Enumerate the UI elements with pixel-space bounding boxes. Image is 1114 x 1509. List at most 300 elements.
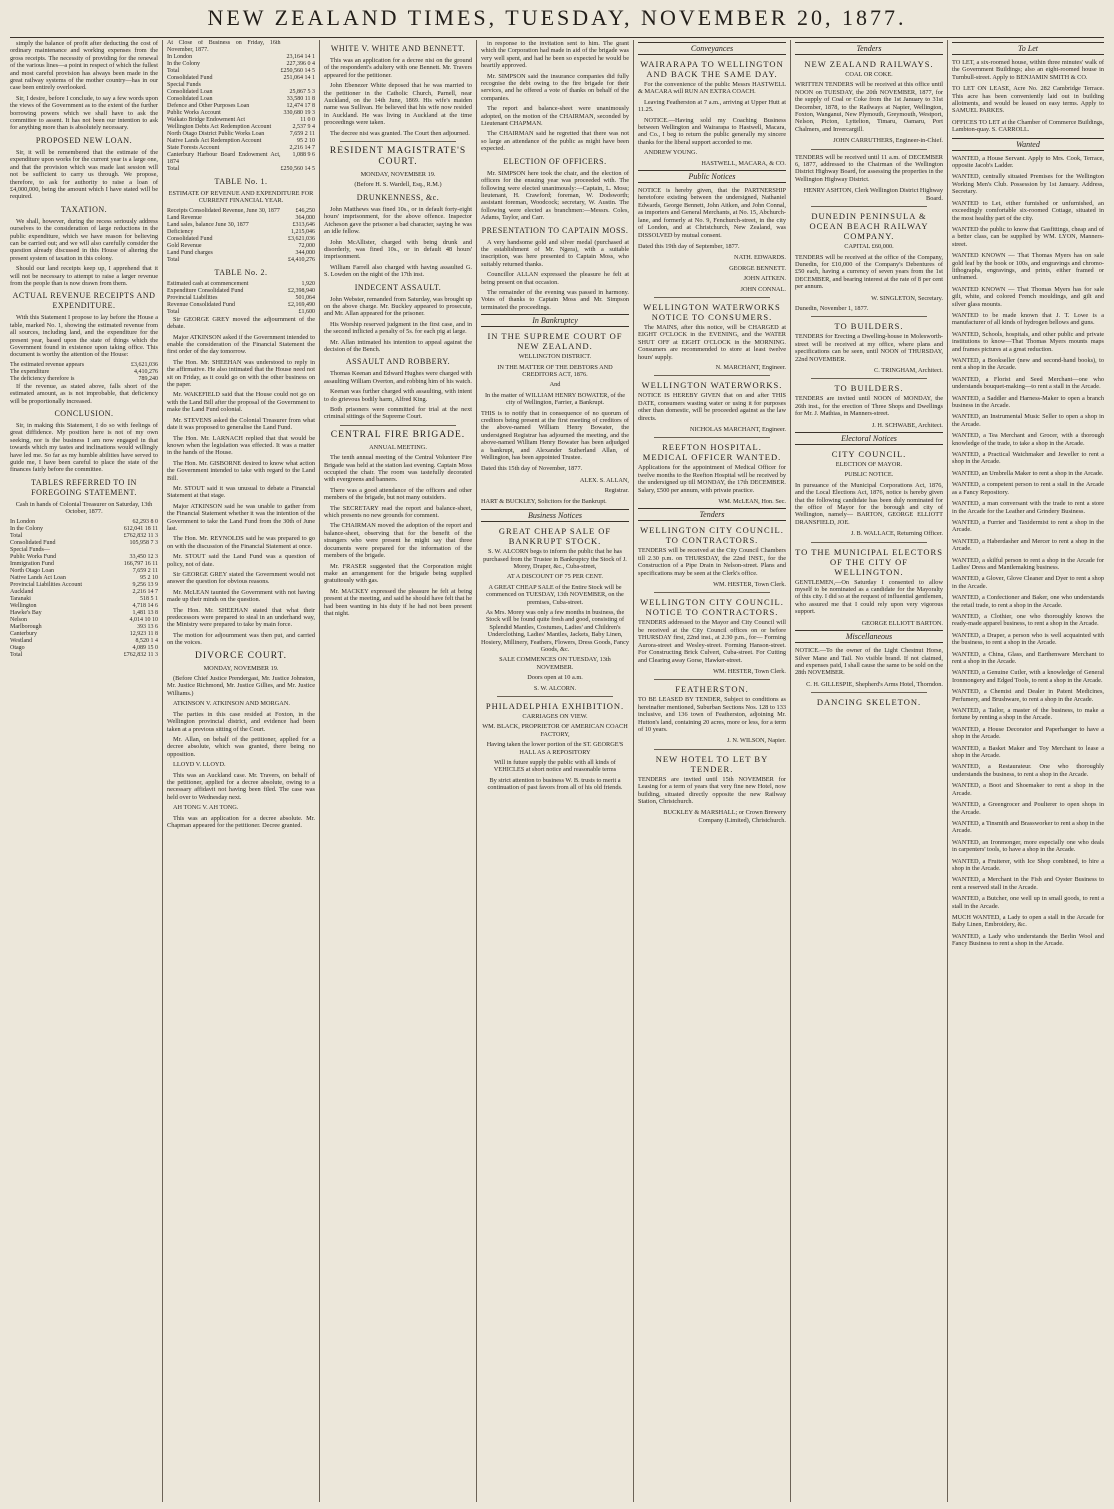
table-row: [10, 603, 158, 610]
row-label: Public Works Fund: [10, 553, 57, 560]
signature: NICHOLAS MARCHANT, Engineer.: [689, 426, 786, 433]
classified-ad: WANTED, a Basket Maker and Toy Merchant to lease a shop in the Arcade.: [952, 744, 1104, 760]
table-row: [167, 103, 315, 110]
notice-heading: TO BUILDERS.: [834, 383, 904, 394]
row-label: The estimated revenue appears: [10, 361, 85, 368]
row-value: 62,293 8 0: [132, 518, 158, 525]
row-value: 9,256 13 9: [132, 581, 158, 588]
row-label: In the Colony: [10, 525, 43, 532]
separator: [654, 749, 770, 750]
row-label: Defence and Other Purposes Loan: [167, 103, 250, 109]
row-label: Consolidated Loan: [167, 96, 213, 102]
paragraph: Mr. STEVENS asked the Colonial Treasurer from what date it was proposed to generalise the Land Fund.: [167, 416, 315, 432]
wanted-ads: [952, 155, 1104, 948]
row-value: 393 13 6: [137, 623, 158, 630]
notice-body: Applications for the appointment of Medical Officer for twelve months to the Reefton Hospital will be received by the undersigned up till MONDAY, the 17th DECEMBER. Salary, £500 per annum, with private practice.: [638, 464, 786, 494]
paragraph: John Ebenezer White deposed that he was married to the petitioner in the Catholic Church, Parnell, near Auckland, on the 14th June, 1869. His wife's maiden name was Sullivan. He believed that his wife now resided in Auckland. He was living in Auckland at the time proceedings were taken.: [324, 82, 472, 127]
signature: WM. HESTER, Town Clerk.: [713, 667, 786, 675]
proposed-loan-text: [10, 149, 158, 201]
classified-ad: WANTED KNOWN — That Thomas Myers has for sale gilt, white, and colored French mouldings, and gilt and silver glass mounts.: [952, 285, 1104, 308]
table-row: [167, 295, 315, 302]
table-row: [10, 526, 158, 533]
classified-ad: WANTED to be made known that J. T. Lowe is a manufacturer of all kinds of hydrogen bellows and guns.: [952, 311, 1104, 327]
table-row: [167, 222, 315, 229]
ad-line: A GREAT CHEAP SALE of the Entire Stock will be commenced on TUESDAY, 13th NOVEMBER, on the premises, Cuba-street.: [486, 583, 624, 606]
row-label: Marlborough: [10, 623, 42, 630]
row-value: 4,410,276: [134, 368, 158, 375]
table-row: [10, 554, 158, 561]
column-divider: [633, 40, 634, 1502]
table-row: [10, 610, 158, 617]
table-row: [10, 540, 158, 547]
row-value: £3,621,036: [131, 361, 158, 368]
section-heading: ACTUAL REVENUE RECEIPTS AND EXPENDITURE.: [12, 291, 156, 311]
table-row: [10, 652, 158, 659]
table-row: [167, 243, 315, 250]
row-value: 344,000: [295, 249, 315, 256]
signature: ALEX. S. ALLAN,: [579, 476, 629, 484]
row-label: Land Fund charges: [167, 249, 213, 256]
table-row: [167, 131, 315, 138]
columns: [10, 40, 1104, 1502]
row-label: Wellington Debts Act Redemption Account: [167, 124, 272, 130]
court-text: [324, 206, 472, 279]
paragraph: ANDREW YOUNG.: [644, 149, 698, 157]
signature: WM. HESTER, Town Clerk.: [713, 581, 786, 589]
row-value: 364,000: [295, 214, 315, 221]
row-label: North Otago Loan: [10, 567, 54, 574]
paragraph: His Worship reserved judgment in the first case, and in the second inflicted a penalty of 5s. for each pig at large.: [324, 320, 472, 336]
row-label: Taranaki: [10, 595, 31, 602]
paragraph: The CHAIRMAN moved the adoption of the report and balance-sheet, observing that for the benefit of the strangers who were present he might say that three documents were prepared for the information of the members of the brigade.: [324, 522, 472, 560]
signature: C. TRINGHAM, Architect.: [874, 366, 943, 374]
row-label: In London: [10, 518, 36, 525]
row-value: 95 2 10: [140, 574, 158, 581]
paragraph: This was an application for a decree nisi on the ground of the respondent's adultery with one Bennett. Mr. Travers appeared for the petitioner.: [324, 57, 472, 79]
separator: [654, 375, 770, 376]
signature: W. SINGLETON, Secretary.: [871, 294, 943, 302]
ad-heading: DANCING SKELETON.: [816, 697, 922, 708]
receipts-text: [10, 314, 158, 358]
subheading: ANNUAL MEETING.: [369, 443, 427, 451]
row-value: 12,474 17 8: [286, 103, 315, 109]
table-row: [10, 376, 158, 383]
paragraph: The tenth annual meeting of the Central Volunteer Fire Brigade was held at the station last evening. Captain Moss occupied the chair. The room was tastefully decorated with evergreens and banners.: [324, 454, 472, 484]
section-banner: Tenders: [795, 42, 943, 55]
notice-heading: REEFTON HOSPITAL. MEDICAL OFFICER WANTED.: [642, 442, 782, 463]
paragraph: William Farrell also charged with having assaulted G. S. Lowden on the night of the 17th inst.: [324, 263, 472, 279]
paragraph: The SECRETARY read the report and balance-sheet, which presents no new grounds for comment.: [324, 504, 472, 520]
column-6: [795, 40, 943, 1502]
row-value: 227,396 0 4: [286, 61, 315, 67]
classified-ad: WANTED, an Umbrella Maker to rent a shop in the Arcade.: [952, 469, 1104, 477]
classified-ad: WANTED, a Draper, a person who is well acquainted with the business, to rent a shop in the Arcade.: [952, 631, 1104, 647]
divorce-court-text: [167, 675, 315, 829]
paragraph: Mr. SIMPSON said the insurance companies did fully recognise the debt owing to the fire brigade for their services, and he offered a vote of thanks on behalf of the companies.: [481, 72, 629, 102]
row-value: 518 5 1: [140, 595, 158, 602]
row-value: 1,215,046: [291, 228, 315, 235]
signature: GEORGE BENNETT.: [729, 264, 786, 272]
classified-ad: WANTED, a Boot and Shoemaker to rent a shop in the Arcade.: [952, 782, 1104, 797]
column-divider: [476, 40, 477, 1502]
row-value: £250,560 14 5: [280, 166, 315, 172]
row-label: At Close of Business on Friday, 16th November, 1877.: [167, 40, 281, 53]
section-banner: To Let: [952, 42, 1104, 55]
classified-ad: WANTED, an Ironmonger, more especially one who deals in carpenters' tools, to have a shop in the Arcade.: [952, 838, 1104, 854]
row-label: Total: [10, 532, 23, 539]
notice-body: NOTICE is hereby given, that the PARTNERSHIP heretofore existing between the undersigned, Nathaniel Edwards, George Bennett, John Aitken, and John Connal, as importers and General Merchants, at No. 15, Abchurch-lane, and formerly at No. 9, Fenchurch-street, in the city of London, and at Christchurch, New Zealand, was DISSOLVED by mutual consent.: [638, 187, 786, 239]
table-row: [167, 75, 315, 82]
table-row: [167, 281, 315, 288]
row-value: 8,520 1 4: [135, 637, 158, 644]
classified-ad: WANTED, a Glover, Glove Cleaner and Dyer to rent a shop in the Arcade.: [952, 575, 1104, 590]
court-bench: (Before H. S. Wardell, Esq., R.M.): [354, 181, 442, 189]
classified-ad: WANTED, a Lady who understands the Berlin Wool and Fancy Business to rent a shop in the Arcade.: [952, 932, 1104, 948]
paragraph: The Hon. Mr. SHEEHAN was understood to reply in the affirmative. He also intimated that the House need not sit on Friday, as it could go on with the other business on the paper.: [167, 358, 315, 389]
notice-line: WELLINGTON DISTRICT.: [518, 353, 592, 361]
row-value: 2,216 14 7: [132, 588, 158, 595]
notice-date: Dated this 15th day of November, 1877.: [481, 465, 583, 473]
row-value: 2,537 9 4: [292, 124, 315, 130]
subheading: ELECTION OF OFFICERS.: [503, 156, 607, 166]
table-row: [167, 302, 315, 309]
classified-ad: WANTED, a Fruiterer, with Ice Shop combined, to hire a shop in the Arcade.: [952, 857, 1104, 872]
signature: J. B. WALLACE, Returning Officer.: [850, 530, 943, 538]
column-5: [638, 40, 786, 1502]
table-row: [10, 533, 158, 540]
table-row: [10, 369, 158, 376]
table-row: [167, 124, 315, 131]
table-row: [167, 110, 315, 117]
paragraph: The Hon. Mr. GISBORNE desired to know what action the Government intended to take with regard to the Land Bill.: [167, 459, 315, 482]
table-row: [167, 117, 315, 124]
row-value: 7,659 2 11: [132, 567, 158, 574]
row-label: Special Funds—: [10, 546, 50, 553]
notice-subheading: COAL OR COKE.: [845, 71, 893, 78]
table-row: [167, 68, 315, 75]
cash-table: [167, 40, 315, 173]
row-value: 4,718 14 6: [132, 602, 158, 609]
classified-ad: WANTED, a Tea Merchant and Grocer, with a thorough knowledge of the trade, to take a shop in the Arcade.: [952, 432, 1104, 447]
table-row: [10, 547, 158, 554]
classified-ad: TO LET, a six-roomed house, within three minutes' walk of the Government Buildings; also an eight-roomed house in Turnbull-street. Apply to BENJAMIN SMITH & CO.: [952, 59, 1104, 81]
solicitors: HART & BUCKLEY, Solicitors for the Bankrupt.: [481, 497, 607, 505]
row-value: £762,832 11 3: [123, 651, 158, 658]
paragraph: LLOYD V. LLOYD.: [173, 761, 226, 769]
signature: NATH. EDWARDS.: [734, 254, 786, 262]
table-row: [167, 288, 315, 295]
row-label: Waikato Bridge Endowment Act: [167, 117, 245, 123]
table-row: [167, 257, 315, 264]
paragraph: Sir, it will be remembered that the estimate of the expenditure upon works for the current year is a large one, and that the provision which was made last session will not be sufficient to carry us through. We propose, therefore, to ask for authority to raise a loan of £4,000,000, being the amount which I have stated will be required.: [10, 148, 158, 201]
case-heading: WHITE V. WHITE AND BENNETT.: [330, 44, 466, 53]
row-value: 4,089 15 0: [132, 644, 158, 651]
table-row: [10, 624, 158, 631]
ad-body: [481, 548, 629, 692]
separator: [811, 692, 927, 693]
signature: C. H. GILLESPIE, Shepherd's Arms Hotel, Thorndon.: [806, 680, 943, 688]
separator: [811, 542, 927, 543]
row-label: The deficiency therefore is: [10, 375, 75, 382]
row-value: [281, 82, 316, 89]
classified-ad: WANTED, a House Servant. Apply to Mrs. Cook, Terrace, opposite Jacob's Ladder.: [952, 154, 1104, 170]
estimate-table-2: [167, 281, 315, 316]
table-row: [10, 568, 158, 575]
column-divider: [790, 40, 791, 1502]
section-heading: DIVORCE COURT.: [195, 650, 287, 661]
notice-heading: WELLINGTON WATERWORKS.: [641, 380, 783, 391]
row-label: The expenditure: [10, 368, 50, 375]
ad-line: Having taken the lower portion of the ST. GEORGE'S HALL AS A REPOSITORY: [486, 741, 624, 756]
row-value: 105,958 7 3: [129, 539, 158, 546]
debate-text: [167, 316, 315, 647]
column-divider: [947, 40, 948, 1502]
paragraph: There was a good attendance of the officers and other members of the brigade, but not many outsiders.: [324, 486, 472, 502]
classified-ad: TO LET ON LEASE, Acre No. 282 Cambridge Terrace. This acre has been conveniently laid out in building allotments, and would be leased on easy terms. Apply to SAMUEL PARKES.: [952, 85, 1104, 115]
paragraph: Mr. STOUT said the Land Fund was a question of policy, not of date.: [167, 553, 315, 568]
subheading: ASSAULT AND ROBBERY.: [345, 357, 451, 367]
signature-role: Registrar.: [604, 487, 629, 495]
subheading: INDECENT ASSAULT.: [354, 282, 442, 292]
row-value: 12,923 11 8: [129, 630, 158, 637]
paragraph: (Before Chief Justice Prendergast, Mr. Justice Johnston, Mr. Justice Richmond, Mr. Justice Gillies, and Mr. Justice Williams.): [167, 675, 315, 697]
row-label: In London: [167, 54, 193, 60]
notice-heading: WELLINGTON CITY COUNCIL. NOTICE TO CONTRACTORS.: [640, 597, 784, 618]
row-label: Estimated cash at commencement: [167, 280, 249, 287]
row-label: Consolidated Fund: [167, 235, 213, 242]
table-row: [10, 575, 158, 582]
table-row: [10, 645, 158, 652]
row-value: £46,250: [295, 207, 315, 214]
classified-ad: WANTED, a Restaurateur. One who thoroughly understands the business, to rent a shop in the Arcade.: [952, 763, 1104, 778]
table-row: [10, 631, 158, 638]
notice-body: In pursuance of the Municipal Corporations Act, 1876, and the Local Elections Act, 1876, notice is hereby given that the following candidate has been duly nominated for the office of Mayor for the borough and city of Wellington, namely— BARTON, GEORGE ELLIOTT DRANSFIELD, JOE.: [795, 481, 943, 526]
signature: JOHN CARRUTHERS, Engineer-in-Chief.: [833, 137, 943, 145]
ad-heading: PHILADELPHIA EXHIBITION.: [485, 701, 625, 711]
paragraph: If the revenue, as stated above, falls short of the estimated amount, as is not improbable, that deficiency will be proportionally increased.: [10, 382, 158, 405]
table-heading: TABLE No. 2.: [214, 267, 268, 277]
notice-body: TENDERS are invited until 15th NOVEMBER for Leasing for a term of years that very fine new Hotel, now building, situated directly opposite the new Railway Station, Christchurch.: [638, 775, 786, 805]
ad-line: AT A DISCOUNT OF 75 PER CENT.: [506, 573, 604, 581]
notice-heading: WELLINGTON WATERWORKS NOTICE TO CONSUMERS.: [643, 301, 781, 322]
table-heading: TABLE No. 1.: [214, 177, 268, 186]
row-value: £250,560 14 5: [280, 68, 315, 74]
classified-ad: WANTED, a Merchant in the Fish and Oyster Business to rent a reserved stall in the Arcade.: [952, 876, 1104, 891]
row-label: Deficiency: [167, 228, 194, 235]
row-label: Expenditure Consolidated Fund: [167, 287, 244, 294]
paragraph: Major ATKINSON said he was unable to gather from the Financial Statement whether it was the intention of the Government to take the Land Fund from the 30th of June last.: [167, 502, 315, 532]
row-value: 33,580 11 8: [286, 96, 315, 102]
row-label: Native Lands Act Redemption Account: [167, 138, 262, 144]
separator: [654, 297, 770, 298]
notice-heading: WELLINGTON CITY COUNCIL. TO CONTRACTORS.: [640, 525, 784, 546]
paragraph: Both prisoners were committed for trial at the next criminal sittings of the Supreme Court.: [324, 406, 472, 421]
section-banner: Business Notices: [481, 509, 629, 522]
row-value: 789,240: [138, 375, 158, 382]
classified-ad: WANTED, a Confectioner and Baker, one who understands the retail trade, to rent a shop in the Arcade.: [952, 594, 1104, 609]
row-label: Westland: [10, 637, 33, 644]
notice-heading: DUNEDIN PENINSULA & OCEAN BEACH RAILWAY COMPANY.: [809, 211, 929, 242]
paragraph: With this Statement I propose to lay before the House a table, marked No. 1, showing the estimated revenue from all sources, including land, and the expenditure for the present year, based upon the state of things which the Government found in existence upon taking office. This document is worthy the attention of the House:: [10, 314, 158, 359]
table-row: [167, 40, 315, 54]
ad-heading: GREAT CHEAP SALE OF BANKRUPT STOCK.: [498, 526, 612, 547]
notice-subheading: CAPITAL £60,000.: [844, 243, 894, 251]
row-value: £2,398,940: [288, 287, 315, 294]
ad-line: By strict attention to business W. B. trusts to merit a continuation of past favors from all of his old friends.: [487, 776, 623, 792]
taxation-text: [10, 218, 158, 288]
paragraph: A very handsome gold and silver medal (purchased at the establishment of Mr. Ngera), with a suitable inscription, was here presented to Captain Moss, who suitably returned thanks.: [481, 238, 629, 268]
fire-brigade-text: [324, 454, 472, 617]
paragraph: For the convenience of the public Messrs HASTWELL & MACARA will RUN AN EXTRA COACH.: [638, 81, 786, 96]
table-row: [10, 519, 158, 526]
table-row: [167, 138, 315, 145]
separator: [340, 141, 456, 142]
paragraph: Sir, I desire, before I conclude, to say a few words upon the views of the Government as to the extent of the further borrowing powers which we shall have to ask the committee to assent. It has not been our intention to ask for anything more than is absolutely necessary.: [10, 94, 158, 132]
row-value: £4,410,276: [288, 256, 315, 263]
row-value: [110, 547, 158, 554]
table-row: [10, 596, 158, 603]
row-value: 501,064: [295, 294, 315, 301]
conclusion-text: [10, 422, 158, 474]
notice-body: TENDERS will be received until 11 a.m. of DECEMBER 6, 1877, addressed to the Chairman of the Wellington District Highway Board, for assessing the properties in the Wellington Highway District.: [795, 153, 943, 183]
classified-ad: WANTED, a Furrier and Taxidermist to rent a shop in the Arcade.: [952, 518, 1104, 534]
paragraph: Sir GEORGE GREY moved the adjournment of the debate.: [167, 315, 315, 331]
classified-ad: MUCH WANTED, a Lady to open a stall in the Arcade for Baby Linen, Embroidery, &c.: [952, 913, 1104, 929]
signature: GEORGE ELLIOTT BARTON.: [861, 619, 943, 627]
table-row: [167, 309, 315, 316]
subheading: PRESENTATION TO CAPTAIN MOSS.: [481, 225, 629, 235]
row-label: Auckland: [10, 588, 34, 595]
row-value: 95 2 10: [297, 138, 315, 144]
classified-ad: OFFICES TO LET at the Chamber of Commerce Buildings, Lambton-quay. S. CARROLL.: [952, 118, 1104, 134]
classified-ad: WANTED, a Genuine Cutler, with a knowledge of General Ironmongery and Edged Tools, to rent a shop in the Arcade.: [952, 669, 1104, 684]
row-label: Consolidated Fund: [167, 75, 213, 81]
row-value: £1,600: [298, 308, 315, 315]
ad-line: As Mrs. Morey was only a few months in business, the Stock will be found quite fresh and good, consisting of Splendid Mantles, Costumes, Ladies' and Children's Underclothing, Ladies' Mantles, Jackets, Baby Linen, Hosiery, Millinery, Feathers, Flowers, Dress Goods, Fancy Goods, &c.: [481, 608, 629, 653]
notice-body: TO BE LEASED BY TENDER, Subject to conditions as hereinafter mentioned, Suburban Sections Nos. 128 to 133 inclusive, and 136 town of Featherston, adjoining Mr. Hutton's land, containing 20 acres, more or less, for a term of 10 years.: [638, 696, 786, 733]
classified-ad: WANTED, a Butcher, one well up in small goods, to rent a stall in the Arcade.: [952, 895, 1104, 910]
row-label: Receipts Consolidated Revenue, June 30, 1877: [167, 207, 280, 214]
table-row: [167, 152, 315, 166]
row-value: 33,450 12 3: [129, 553, 158, 560]
financial-statement-intro: [10, 40, 158, 132]
row-value: [281, 40, 316, 54]
row-value: 7,659 2 11: [289, 131, 315, 137]
row-label: Canterbury Harbour Board Endowment Act, 1874: [167, 152, 281, 165]
section-banner: Tenders: [638, 508, 786, 521]
classified-ad: WANTED the public to know that Gasfittings, cheap and of a better class, can be supplied by WM. LYON, Manners-street.: [952, 225, 1104, 248]
table-row: [167, 236, 315, 243]
separator: [811, 378, 927, 379]
separator: [654, 437, 770, 438]
table-row: [10, 617, 158, 624]
classified-ad: WANTED, a Greengrocer and Poulterer to open shops in the Arcade.: [952, 801, 1104, 816]
masthead: NEW ZEALAND TIMES, TUESDAY, NOVEMBER 20, 1877.: [207, 5, 907, 30]
row-value: 23,164 14 1: [286, 54, 315, 60]
row-label: Provincial Liabilities Account: [10, 581, 82, 588]
article-text: [481, 170, 629, 222]
classified-ad: WANTED to Let, either furnished or unfurnished, an exceedingly comfortable six-roomed Cottage, situated in the most healthy part of the city.: [952, 199, 1104, 222]
section-banner: Electoral Notices: [795, 432, 943, 445]
paragraph: The decree nisi was granted. The Court then adjourned.: [330, 129, 470, 137]
section-banner: Wanted: [952, 138, 1104, 151]
notice-heading: NEW HOTEL TO LET BY TENDER.: [655, 753, 769, 774]
signature: N. MARCHANT, Engineer.: [715, 363, 786, 371]
ad-body: [638, 81, 786, 157]
notice-body: [638, 324, 786, 361]
row-label: Total: [10, 651, 23, 658]
court-date: MONDAY, NOVEMBER 19.: [203, 664, 279, 672]
row-label: Hawke's Bay: [10, 609, 42, 616]
paragraph: The report and balance-sheet were unanimously adopted, on the motion of the CHAIRMAN, seconded by Lieutenant CHAPMAN.: [481, 105, 629, 128]
notice-body: GENTLEMEN,—On Saturday I consented to allow myself to be nominated as a candidate for the Mayoralty of this city. I did so at the request of influential gentlemen, who assured me that I could rely upon very vigorous support.: [795, 578, 943, 616]
classified-ad: WANTED, a Chemist and Dealer in Patent Medicines, Perfumery, and Brushware, to rent a shop in the Arcade.: [952, 688, 1104, 703]
notice-body: NOTICE.—To the owner of the Light Chestnut Horse, Silver Mane and Tail. No visible brand. If not claimed, and expenses paid, I shall cause the same to be sold on the 28th NOVEMBER.: [795, 647, 943, 677]
table-row: [167, 215, 315, 222]
paragraph: NOTICE.—Having sold my Coaching Business between Wellington and Wairarapa to Hastwell, Macara, and Co., I beg to return the public generally my sincere thanks for the liberal support accorded to me.: [638, 116, 786, 146]
paragraph: The MAINS, after this notice, will be CHARGED at EIGHT O'CLOCK in the EVENING, and the WATER SHUT OFF at EIGHT O'CLOCK in the MORNING. Consumers are recommended to store at least twelve hours' supply.: [638, 323, 786, 361]
table-row: [167, 96, 315, 103]
column-divider: [319, 40, 320, 1502]
column-1: [10, 40, 158, 1502]
row-value: £313,646: [292, 221, 315, 228]
table-row: [10, 638, 158, 645]
column-3: [324, 40, 472, 1502]
paragraph: Sir GEORGE GREY stated the Government would not answer the question for obvious reasons.: [167, 571, 315, 586]
row-value: 166,797 16 11: [123, 560, 158, 567]
row-value: 4,014 10 10: [129, 616, 158, 623]
notice-body: NOTICE IS HEREBY GIVEN that on and after THIS DATE, consumers wasting water or using it for purposes other than domestic, will be proceeded against as the law directs.: [638, 392, 786, 422]
paragraph: Leaving Featherston at 7 a.m., arriving at Upper Hutt at 11.25.: [638, 98, 786, 114]
classified-ad: WANTED, a Bookseller (new and second-hand books), to rent a shop in the Arcade.: [952, 357, 1104, 372]
paragraph: The Hon. Mr. SHEEHAN stated that what their predecessors were prepared to steal in an underhand way, the Ministry were prepared to take by main force.: [167, 606, 315, 629]
revenue-text: [10, 383, 158, 405]
column-4: [481, 40, 629, 1502]
classified-ad: WANTED KNOWN — That Thomas Myers has on sale gold leaf by the book or 100s, and engravings and chromo-lithographs, engravings, and prints, either framed or unframed.: [952, 252, 1104, 282]
classified-ad: WANTED, a Haberdasher and Mercer to rent a shop in the Arcade.: [952, 537, 1104, 553]
paragraph: Mr. MACKEY expressed the pleasure he felt at being present at the meeting, and said he should have felt that he had been wanting in his duty if he had not been present that night.: [324, 587, 472, 617]
notice-body: TENDERS are invited until NOON of MONDAY, the 26th inst., for the erection of Three Shops and Dwellings for Mr. J. Mathias, in Manners-street.: [795, 395, 943, 418]
row-label: Otago: [10, 644, 25, 651]
paragraph: John Matthews was fined 10s., or in default forty-eight hours' imprisonment, for the above offence. Inspector Atcheson gave the prisoner a bad character, saying he was an idle fellow.: [324, 205, 472, 236]
table-row: [167, 250, 315, 257]
notice-line: In the matter of WILLIAM HENRY BOWATER, of the city of Wellington, Farrier, a Bankrupt.: [484, 391, 626, 407]
classified-ad: WANTED, an Instrumental Music Seller to open a shop in the Arcade.: [952, 413, 1104, 428]
court-text: [324, 370, 472, 420]
masthead-rule: [10, 37, 1104, 38]
to-let-ads: [952, 59, 1104, 134]
article-text: [481, 40, 629, 153]
signature: HENRY ASHTON, Clerk Wellington District Highway Board.: [803, 187, 943, 202]
row-label: Nelson: [10, 616, 27, 623]
section-heading: RESIDENT MAGISTRATE'S COURT.: [329, 146, 467, 168]
row-label: Wellington: [10, 602, 37, 609]
row-label: Total: [167, 308, 180, 315]
row-label: Land sales, balance June 30, 1877: [167, 221, 249, 228]
section-banner: Conveyances: [638, 42, 786, 55]
row-value: 612,041 18 11: [123, 525, 158, 532]
separator: [654, 592, 770, 593]
paragraph: Sir, in making this Statement, I do so with feelings of great diffidence. My position here is not of my own seeking, nor is the business I am now engaged in that towards which my tastes and inclinations would willingly have led me. So far as my humble abilities have served to guide me, I have been careful to place the state of the finances fairly before the committee.: [10, 422, 158, 474]
signatures: [638, 254, 786, 293]
notice-body: TENDERS will be received at the office of the Company, Dunedin, for £10,000 of the Company's Debentures of £50 each, having a currency of seven years from the 1st DECEMBER, and bearing interest at the rate of 8 per cent per annum.: [795, 253, 943, 291]
column-7: [952, 40, 1104, 1502]
case-text: [324, 57, 472, 137]
signature: J. H. SCHWABE, Architect.: [871, 421, 943, 429]
row-label: Total: [167, 256, 180, 263]
court-date: MONDAY, NOVEMBER 19.: [360, 171, 436, 179]
row-label: Consolidated Fund: [10, 539, 56, 546]
